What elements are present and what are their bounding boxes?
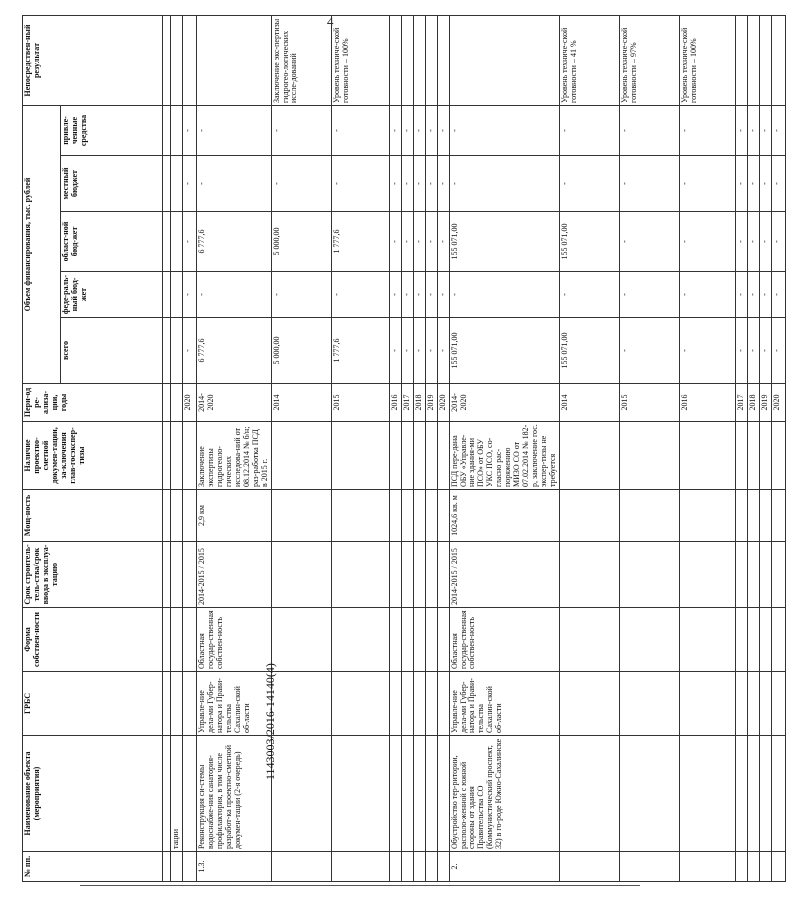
cell-loc: - xyxy=(271,156,331,212)
cell-num xyxy=(425,852,437,882)
header-result: Непосредствен-ный результат xyxy=(23,16,163,106)
cell-term xyxy=(425,542,437,608)
cell-extra: - xyxy=(389,106,401,156)
cell-result xyxy=(389,16,401,106)
cell-grbs xyxy=(748,672,760,736)
cell-fed: - xyxy=(560,272,620,318)
cell-cap xyxy=(389,490,401,542)
cell-name xyxy=(760,736,772,852)
cell-result xyxy=(772,16,786,106)
cell-term xyxy=(271,542,331,608)
cell-name xyxy=(182,736,196,852)
cell-loc: - xyxy=(772,156,786,212)
cell-name xyxy=(748,736,760,852)
cell-own xyxy=(425,608,437,672)
cell-own xyxy=(401,608,413,672)
table-row xyxy=(389,16,401,882)
cell-year: 2020 xyxy=(182,384,196,422)
cell-year: 2015 xyxy=(620,384,680,422)
cell-result: Уровень техниче-ской готовности – 100% xyxy=(680,16,736,106)
cell-cap xyxy=(760,490,772,542)
cell-num xyxy=(437,852,449,882)
cell-result: Уровень техниче-ской готовности – 97% xyxy=(620,16,680,106)
cell-total: - xyxy=(413,318,425,384)
header-num: № пп. xyxy=(23,852,163,882)
header-grbs: ГРБС xyxy=(23,672,163,736)
cell-extra: - xyxy=(271,106,331,156)
cell-year: 2015 xyxy=(331,384,389,422)
cell-year: 2020 xyxy=(772,384,786,422)
cell-name xyxy=(437,736,449,852)
cell-year: 2018 xyxy=(748,384,760,422)
cell-cap xyxy=(425,490,437,542)
cell-cap xyxy=(413,490,425,542)
cell-fed: - xyxy=(449,272,559,318)
cell-term xyxy=(772,542,786,608)
table-row xyxy=(437,16,449,882)
cell-cap xyxy=(560,490,620,542)
cell-loc: - xyxy=(196,156,271,212)
cell-name xyxy=(401,736,413,852)
cell-own xyxy=(560,608,620,672)
cell-result: Уровень техниче-ской готовности – 100% xyxy=(331,16,389,106)
cell-extra: - xyxy=(425,106,437,156)
cell-fed: - xyxy=(196,272,271,318)
cell-reg: - xyxy=(620,212,680,272)
rotated-table-container xyxy=(22,16,782,882)
cell-own xyxy=(413,608,425,672)
header-regional: област-ной бюд-жет xyxy=(61,212,163,272)
header-extra: привле-ченные средства xyxy=(61,106,163,156)
table-row xyxy=(449,16,559,882)
cell-total: - xyxy=(620,318,680,384)
cell-loc: - xyxy=(680,156,736,212)
cell-psd xyxy=(413,422,425,490)
cell-term xyxy=(389,542,401,608)
cell-result xyxy=(425,16,437,106)
cell-total: - xyxy=(437,318,449,384)
cell-name xyxy=(560,736,620,852)
cell-extra: - xyxy=(413,106,425,156)
cell-loc: - xyxy=(331,156,389,212)
cell-grbs xyxy=(425,672,437,736)
cell-psd xyxy=(331,422,389,490)
cell-year: 2017 xyxy=(736,384,748,422)
cell-total: 155 071,00 xyxy=(449,318,559,384)
cell-reg: - xyxy=(760,212,772,272)
cell-result xyxy=(196,16,271,106)
cell-reg: - xyxy=(389,212,401,272)
cell-result: Заключение экс-пертизы гидрогео-логических иссле-дований xyxy=(271,16,331,106)
bottom-rule xyxy=(80,885,640,886)
cell-grbs xyxy=(560,672,620,736)
cell-loc: - xyxy=(748,156,760,212)
cell-result xyxy=(401,16,413,106)
table-row xyxy=(620,16,680,882)
page-number: 4 xyxy=(327,14,334,29)
cell-cap xyxy=(271,490,331,542)
cell-loc: - xyxy=(425,156,437,212)
cell-reg: - xyxy=(748,212,760,272)
cell-reg: - xyxy=(425,212,437,272)
cell-name xyxy=(425,736,437,852)
cell-num xyxy=(620,852,680,882)
cell-year: 2014-2020 xyxy=(449,384,559,422)
table-row xyxy=(196,16,271,882)
cell-name: Реконструкция си-стемы водоснабже-ния санатория-профилактория, в том числе разработ-ка проектно-сметной докумен-тации (2-я очередь) xyxy=(196,736,271,852)
cell-extra: - xyxy=(772,106,786,156)
cell-extra: - xyxy=(449,106,559,156)
cell-name xyxy=(413,736,425,852)
cell-own xyxy=(760,608,772,672)
cell-name xyxy=(680,736,736,852)
cell-total: - xyxy=(401,318,413,384)
cell-extra: - xyxy=(736,106,748,156)
cell-term xyxy=(182,542,196,608)
table-row xyxy=(271,16,331,882)
cell-fed: - xyxy=(748,272,760,318)
cell-own xyxy=(331,608,389,672)
header-capacity: Мощ-ность xyxy=(23,490,163,542)
cell-reg: - xyxy=(401,212,413,272)
cell-num xyxy=(389,852,401,882)
cell-psd: ПСД пере-дана ОБУ «Управле-ние здания-ми ПСО» от ОБУ УКС ПСО, со-гласно рас-поряжению МИЗО СО от 07.02.2014 № 182-р, заключение гос. экспер-тизы не требуется xyxy=(449,422,559,490)
cell-psd xyxy=(437,422,449,490)
cell-psd xyxy=(748,422,760,490)
cell-fed: - xyxy=(772,272,786,318)
cell-psd xyxy=(760,422,772,490)
cell-extra: - xyxy=(437,106,449,156)
cell-total: 1 777,6 xyxy=(331,318,389,384)
cell-total: - xyxy=(736,318,748,384)
cell-psd xyxy=(389,422,401,490)
table-row xyxy=(560,16,620,882)
cell-grbs xyxy=(437,672,449,736)
cell-term xyxy=(736,542,748,608)
cell-cap xyxy=(772,490,786,542)
cell-total: 6 777,6 xyxy=(196,318,271,384)
cell-reg: - xyxy=(182,212,196,272)
cell-loc: - xyxy=(401,156,413,212)
cell-cap xyxy=(748,490,760,542)
cell-own xyxy=(437,608,449,672)
cell-num xyxy=(736,852,748,882)
cell-fed: - xyxy=(331,272,389,318)
cell-result: Уровень техниче-ской готовности – 41 % xyxy=(560,16,620,106)
cell-year: 2019 xyxy=(425,384,437,422)
cell-fed: - xyxy=(401,272,413,318)
cell-name xyxy=(772,736,786,852)
cell-reg: - xyxy=(437,212,449,272)
cell-name xyxy=(389,736,401,852)
cell-num: 2. xyxy=(449,852,559,882)
cell-total: - xyxy=(389,318,401,384)
cell-total: 155 071,00 xyxy=(560,318,620,384)
cell-loc: - xyxy=(736,156,748,212)
cell-psd xyxy=(271,422,331,490)
cell-cap: 1024,6 кв. м xyxy=(449,490,559,542)
cell-result xyxy=(748,16,760,106)
cell-extra: - xyxy=(196,106,271,156)
cell-loc: - xyxy=(413,156,425,212)
header-ownership: Форма собствен-ности xyxy=(23,608,163,672)
cell-result xyxy=(449,16,559,106)
cell-num xyxy=(560,852,620,882)
cell-own xyxy=(271,608,331,672)
cell-reg: 155 071,00 xyxy=(560,212,620,272)
cell-result xyxy=(437,16,449,106)
table-row xyxy=(182,16,196,882)
header-federal: феде-раль-ный бюд-жет xyxy=(61,272,163,318)
cell-reg: 1 777,6 xyxy=(331,212,389,272)
cell-fed: - xyxy=(425,272,437,318)
cell-name xyxy=(271,736,331,852)
cell-grbs xyxy=(680,672,736,736)
cell-term xyxy=(560,542,620,608)
cell-num xyxy=(271,852,331,882)
cell-grbs xyxy=(736,672,748,736)
cell-year: 2016 xyxy=(680,384,736,422)
cell-total: - xyxy=(748,318,760,384)
cell-year: 2014 xyxy=(560,384,620,422)
cell-term xyxy=(760,542,772,608)
cell-total: - xyxy=(425,318,437,384)
cell-own xyxy=(182,608,196,672)
cell-extra: - xyxy=(182,106,196,156)
cell-extra: - xyxy=(748,106,760,156)
cell-reg: 5 000,00 xyxy=(271,212,331,272)
cell-grbs xyxy=(331,672,389,736)
cell-fed: - xyxy=(389,272,401,318)
cell-grbs xyxy=(389,672,401,736)
cell-grbs xyxy=(620,672,680,736)
table-row xyxy=(736,16,748,882)
cell-total: - xyxy=(760,318,772,384)
cell-reg: - xyxy=(736,212,748,272)
cell-psd xyxy=(560,422,620,490)
cell-cap xyxy=(736,490,748,542)
table-row xyxy=(680,16,736,882)
cell-num xyxy=(760,852,772,882)
cell-reg: - xyxy=(772,212,786,272)
cell-num xyxy=(748,852,760,882)
cell-year: 2014-2020 xyxy=(196,384,271,422)
cell-reg: - xyxy=(680,212,736,272)
cell-name xyxy=(736,736,748,852)
cell-name xyxy=(331,736,389,852)
cell-result xyxy=(413,16,425,106)
cell-extra: - xyxy=(620,106,680,156)
cell-term xyxy=(748,542,760,608)
cell-own xyxy=(772,608,786,672)
cell-loc: - xyxy=(437,156,449,212)
cell-result xyxy=(760,16,772,106)
cell-total: 5 000,00 xyxy=(271,318,331,384)
cell-grbs xyxy=(413,672,425,736)
cell-term: 2014-2015 / 2015 xyxy=(449,542,559,608)
header-term: Срок строитель-тель-ства/срок ввода в эксплуа-тацию xyxy=(23,542,163,608)
cell-own xyxy=(680,608,736,672)
cell-result xyxy=(182,16,196,106)
cell-total: - xyxy=(182,318,196,384)
cell-extra: - xyxy=(560,106,620,156)
cell-num: 1.3. xyxy=(196,852,271,882)
cell-extra: - xyxy=(680,106,736,156)
cell-own xyxy=(620,608,680,672)
cell-grbs xyxy=(760,672,772,736)
cell-psd xyxy=(182,422,196,490)
cell-fed: - xyxy=(182,272,196,318)
cell-psd xyxy=(620,422,680,490)
cell-num xyxy=(182,852,196,882)
cell-reg: 155 071,00 xyxy=(449,212,559,272)
cell-loc: - xyxy=(620,156,680,212)
cell-fed: - xyxy=(736,272,748,318)
cell-cap xyxy=(437,490,449,542)
cell-loc: - xyxy=(182,156,196,212)
cell-term xyxy=(413,542,425,608)
cell-loc: - xyxy=(389,156,401,212)
cell-loc: - xyxy=(449,156,559,212)
cell-name: Обустройство тер-ритории, располо-женной с южной стороны от здания Правительства СО (Коммунистический проспект, 32) в го-роде Южно-Сахалинске xyxy=(449,736,559,852)
cell-num xyxy=(401,852,413,882)
table-row xyxy=(401,16,413,882)
cell-total: - xyxy=(772,318,786,384)
cell-term xyxy=(401,542,413,608)
cell-cap: 2,9 км xyxy=(196,490,271,542)
cell-extra: - xyxy=(760,106,772,156)
funding-table xyxy=(22,15,786,882)
table-row xyxy=(413,16,425,882)
cell-grbs xyxy=(182,672,196,736)
cell-term xyxy=(620,542,680,608)
header-local: местный бюджет xyxy=(61,156,163,212)
header-total: всего xyxy=(61,318,163,384)
cell-cap xyxy=(401,490,413,542)
cell-total: - xyxy=(680,318,736,384)
cell-fed: - xyxy=(760,272,772,318)
cell-fed: - xyxy=(620,272,680,318)
cell-fed: - xyxy=(437,272,449,318)
cell-fed: - xyxy=(680,272,736,318)
cell-grbs xyxy=(401,672,413,736)
cell-cap xyxy=(620,490,680,542)
cell-cap xyxy=(182,490,196,542)
cell-own xyxy=(748,608,760,672)
cell-year: 2016 xyxy=(389,384,401,422)
cell-name xyxy=(620,736,680,852)
cell-psd xyxy=(425,422,437,490)
table-row xyxy=(425,16,437,882)
cell-grbs: Управле-ние дела-ми Губер-натора и Прави-тельства Сахалин-ской об-ласти xyxy=(196,672,271,736)
cell-cap xyxy=(331,490,389,542)
cell-grbs xyxy=(772,672,786,736)
cell-term xyxy=(331,542,389,608)
header-psd: Наличие проектно-сметной докумен-тации, за-ключения глав-госэкспер-тизы xyxy=(23,422,163,490)
cell-extra: - xyxy=(331,106,389,156)
cell-psd xyxy=(680,422,736,490)
cell-grbs xyxy=(271,672,331,736)
cell-loc: - xyxy=(760,156,772,212)
cell-grbs: Управле-ние дела-ми Губер-натора и Прави-тельства Сахалин-ской об-ласти xyxy=(449,672,559,736)
cell-own: Областная государ-ственная собствен-ность xyxy=(196,608,271,672)
continuation-text: тации xyxy=(171,736,183,852)
table-row xyxy=(748,16,760,882)
cell-year: 2020 xyxy=(437,384,449,422)
cell-year: 2017 xyxy=(401,384,413,422)
cell-own xyxy=(736,608,748,672)
footer-code: 1143003/2016-14140(4) xyxy=(263,663,277,780)
cell-num xyxy=(413,852,425,882)
cell-term xyxy=(680,542,736,608)
cell-num xyxy=(772,852,786,882)
table-row xyxy=(331,16,389,882)
cell-psd: Заключение экспертизы гидрогеоло-гических исследова-ний от 08.12.2014 № б/н; раз-работка ПСД в 2015 г. xyxy=(196,422,271,490)
cell-year: 2019 xyxy=(760,384,772,422)
cell-psd xyxy=(772,422,786,490)
cell-num xyxy=(331,852,389,882)
cell-psd xyxy=(736,422,748,490)
cell-cap xyxy=(680,490,736,542)
cell-psd xyxy=(401,422,413,490)
header-period: Пери-од ре-ализа-ции, годы xyxy=(23,384,163,422)
cell-reg: - xyxy=(413,212,425,272)
cell-loc: - xyxy=(560,156,620,212)
table-row xyxy=(760,16,772,882)
table-row xyxy=(772,16,786,882)
cell-year: 2014 xyxy=(271,384,331,422)
cell-extra: - xyxy=(401,106,413,156)
cell-reg: 6 777,6 xyxy=(196,212,271,272)
cell-year: 2018 xyxy=(413,384,425,422)
cell-fed: - xyxy=(413,272,425,318)
cell-fed: - xyxy=(271,272,331,318)
header-name: Наименование объекта (мероприятия) xyxy=(23,736,163,852)
cell-num xyxy=(680,852,736,882)
cell-own: Областная государ-ственная собствен-ность xyxy=(449,608,559,672)
header-funding: Объем финансирования, тыс. рублей xyxy=(23,106,61,384)
cell-term: 2014-2015 / 2015 xyxy=(196,542,271,608)
cell-result xyxy=(736,16,748,106)
cell-term xyxy=(437,542,449,608)
cell-own xyxy=(389,608,401,672)
